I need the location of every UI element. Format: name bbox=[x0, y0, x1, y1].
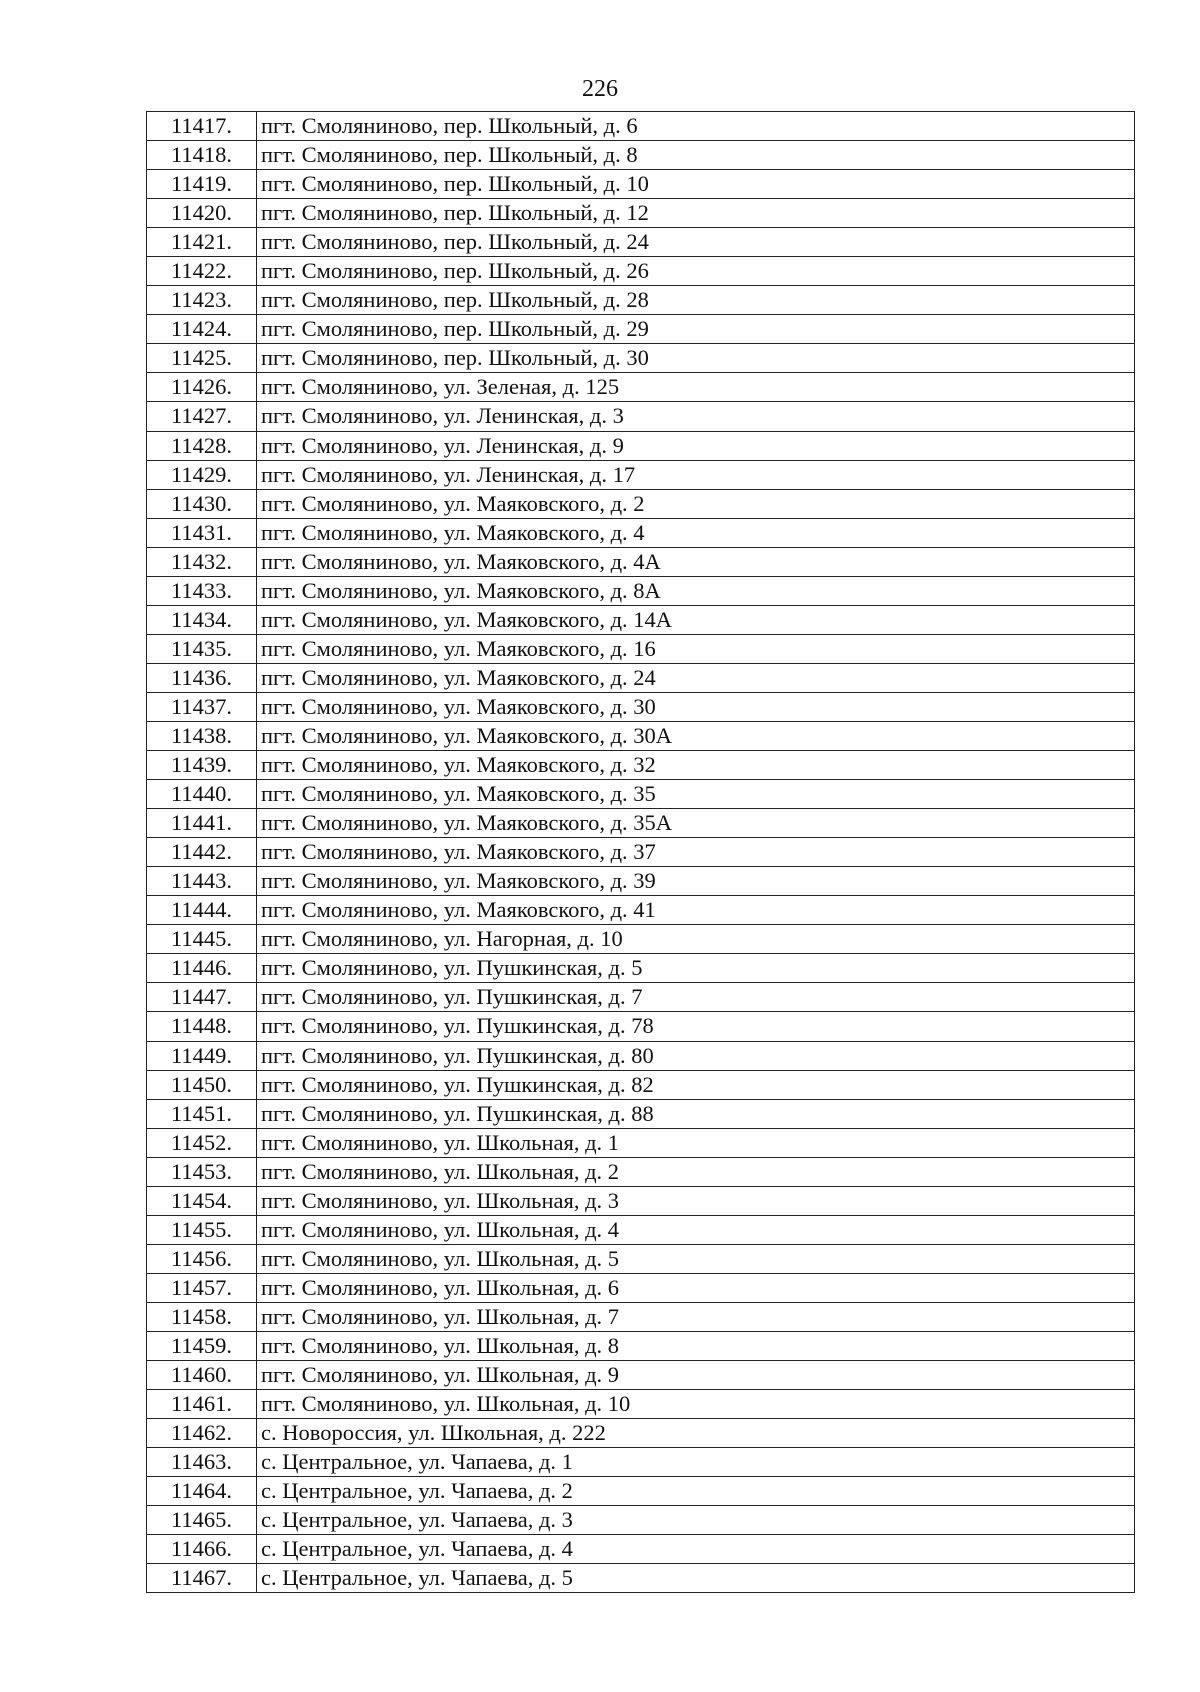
table-row bbox=[147, 1273, 1135, 1302]
table-row bbox=[147, 1215, 1135, 1244]
table-row bbox=[147, 576, 1135, 605]
row-address: пгт. Смоляниново, ул. Пушкинская, д. 88 bbox=[257, 1099, 1135, 1128]
row-address: пгт. Смоляниново, ул. Школьная, д. 6 bbox=[257, 1273, 1135, 1302]
row-address: пгт. Смоляниново, пер. Школьный, д. 8 bbox=[257, 141, 1135, 170]
row-address: пгт. Смоляниново, ул. Пушкинская, д. 82 bbox=[257, 1070, 1135, 1099]
table-row bbox=[147, 1419, 1135, 1448]
row-address: пгт. Смоляниново, ул. Школьная, д. 4 bbox=[257, 1215, 1135, 1244]
table-row bbox=[147, 228, 1135, 257]
row-number: 11435. bbox=[147, 634, 257, 663]
table-row bbox=[147, 1041, 1135, 1070]
row-address: пгт. Смоляниново, ул. Маяковского, д. 8А bbox=[257, 576, 1135, 605]
row-address: пгт. Смоляниново, ул. Маяковского, д. 2 bbox=[257, 489, 1135, 518]
row-address: пгт. Смоляниново, ул. Школьная, д. 3 bbox=[257, 1186, 1135, 1215]
row-number: 11463. bbox=[147, 1448, 257, 1477]
row-address: с. Центральное, ул. Чапаева, д. 3 bbox=[257, 1506, 1135, 1535]
row-number: 11424. bbox=[147, 315, 257, 344]
row-number: 11443. bbox=[147, 867, 257, 896]
row-address: пгт. Смоляниново, ул. Маяковского, д. 30 bbox=[257, 692, 1135, 721]
row-address: пгт. Смоляниново, ул. Маяковского, д. 4 bbox=[257, 518, 1135, 547]
row-address: пгт. Смоляниново, ул. Маяковского, д. 32 bbox=[257, 751, 1135, 780]
row-number: 11449. bbox=[147, 1041, 257, 1070]
row-number: 11425. bbox=[147, 344, 257, 373]
row-address: пгт. Смоляниново, ул. Маяковского, д. 16 bbox=[257, 634, 1135, 663]
row-address: пгт. Смоляниново, ул. Пушкинская, д. 5 bbox=[257, 954, 1135, 983]
table-row bbox=[147, 1302, 1135, 1331]
table-row bbox=[147, 112, 1135, 141]
row-number: 11427. bbox=[147, 402, 257, 431]
row-number: 11457. bbox=[147, 1273, 257, 1302]
row-address: пгт. Смоляниново, ул. Маяковского, д. 4А bbox=[257, 547, 1135, 576]
address-table bbox=[146, 111, 1135, 1593]
row-address: пгт. Смоляниново, ул. Маяковского, д. 35А bbox=[257, 809, 1135, 838]
table-row bbox=[147, 518, 1135, 547]
row-address: пгт. Смоляниново, пер. Школьный, д. 6 bbox=[257, 112, 1135, 141]
row-number: 11462. bbox=[147, 1419, 257, 1448]
row-address: с. Центральное, ул. Чапаева, д. 2 bbox=[257, 1477, 1135, 1506]
table-row bbox=[147, 344, 1135, 373]
table-row bbox=[147, 1448, 1135, 1477]
row-number: 11436. bbox=[147, 663, 257, 692]
row-address: пгт. Смоляниново, ул. Ленинская, д. 17 bbox=[257, 460, 1135, 489]
row-number: 11446. bbox=[147, 954, 257, 983]
page-number: 226 bbox=[582, 76, 618, 102]
row-number: 11428. bbox=[147, 431, 257, 460]
row-number: 11450. bbox=[147, 1070, 257, 1099]
row-address: пгт. Смоляниново, ул. Маяковского, д. 41 bbox=[257, 896, 1135, 925]
row-number: 11444. bbox=[147, 896, 257, 925]
row-address: пгт. Смоляниново, ул. Школьная, д. 7 bbox=[257, 1302, 1135, 1331]
row-number: 11461. bbox=[147, 1390, 257, 1419]
row-address: пгт. Смоляниново, ул. Маяковского, д. 14А bbox=[257, 605, 1135, 634]
row-number: 11438. bbox=[147, 721, 257, 750]
row-number: 11433. bbox=[147, 576, 257, 605]
table-row bbox=[147, 286, 1135, 315]
row-number: 11422. bbox=[147, 257, 257, 286]
table-row bbox=[147, 867, 1135, 896]
table-row bbox=[147, 751, 1135, 780]
table-row bbox=[147, 780, 1135, 809]
table-row bbox=[147, 1331, 1135, 1360]
row-number: 11434. bbox=[147, 605, 257, 634]
row-number: 11451. bbox=[147, 1099, 257, 1128]
row-address: пгт. Смоляниново, пер. Школьный, д. 24 bbox=[257, 228, 1135, 257]
row-address: пгт. Смоляниново, пер. Школьный, д. 30 bbox=[257, 344, 1135, 373]
table-row bbox=[147, 896, 1135, 925]
row-number: 11448. bbox=[147, 1012, 257, 1041]
row-number: 11460. bbox=[147, 1361, 257, 1390]
row-address: с. Центральное, ул. Чапаева, д. 5 bbox=[257, 1564, 1135, 1593]
table-row bbox=[147, 692, 1135, 721]
row-address: пгт. Смоляниново, ул. Зеленая, д. 125 bbox=[257, 373, 1135, 402]
row-number: 11420. bbox=[147, 199, 257, 228]
table-row bbox=[147, 1390, 1135, 1419]
row-address: пгт. Смоляниново, ул. Пушкинская, д. 7 bbox=[257, 983, 1135, 1012]
row-number: 11465. bbox=[147, 1506, 257, 1535]
row-address: пгт. Смоляниново, ул. Ленинская, д. 3 bbox=[257, 402, 1135, 431]
row-number: 11456. bbox=[147, 1244, 257, 1273]
table-row bbox=[147, 1012, 1135, 1041]
row-address: пгт. Смоляниново, пер. Школьный, д. 28 bbox=[257, 286, 1135, 315]
row-number: 11452. bbox=[147, 1128, 257, 1157]
row-number: 11442. bbox=[147, 838, 257, 867]
row-number: 11429. bbox=[147, 460, 257, 489]
row-number: 11439. bbox=[147, 751, 257, 780]
row-number: 11418. bbox=[147, 141, 257, 170]
table-row bbox=[147, 547, 1135, 576]
row-number: 11458. bbox=[147, 1302, 257, 1331]
table-row bbox=[147, 605, 1135, 634]
row-number: 11464. bbox=[147, 1477, 257, 1506]
row-address: пгт. Смоляниново, ул. Школьная, д. 9 bbox=[257, 1361, 1135, 1390]
table-row bbox=[147, 199, 1135, 228]
table-row bbox=[147, 402, 1135, 431]
table-row bbox=[147, 489, 1135, 518]
table-row bbox=[147, 1506, 1135, 1535]
row-address: пгт. Смоляниново, ул. Нагорная, д. 10 bbox=[257, 925, 1135, 954]
row-address: с. Новороссия, ул. Школьная, д. 222 bbox=[257, 1419, 1135, 1448]
row-address: пгт. Смоляниново, пер. Школьный, д. 29 bbox=[257, 315, 1135, 344]
table-row bbox=[147, 1157, 1135, 1186]
table-row bbox=[147, 1099, 1135, 1128]
row-number: 11467. bbox=[147, 1564, 257, 1593]
row-number: 11459. bbox=[147, 1331, 257, 1360]
table-row bbox=[147, 1535, 1135, 1564]
row-number: 11430. bbox=[147, 489, 257, 518]
row-address: пгт. Смоляниново, ул. Школьная, д. 8 bbox=[257, 1331, 1135, 1360]
row-address: пгт. Смоляниново, пер. Школьный, д. 10 bbox=[257, 170, 1135, 199]
row-address: пгт. Смоляниново, ул. Школьная, д. 1 bbox=[257, 1128, 1135, 1157]
table-row bbox=[147, 257, 1135, 286]
row-address: с. Центральное, ул. Чапаева, д. 4 bbox=[257, 1535, 1135, 1564]
table-row bbox=[147, 1477, 1135, 1506]
row-number: 11453. bbox=[147, 1157, 257, 1186]
table-row bbox=[147, 431, 1135, 460]
table-row bbox=[147, 983, 1135, 1012]
row-address: пгт. Смоляниново, пер. Школьный, д. 26 bbox=[257, 257, 1135, 286]
table-row bbox=[147, 1128, 1135, 1157]
row-address: пгт. Смоляниново, ул. Маяковского, д. 30А bbox=[257, 721, 1135, 750]
row-address: с. Центральное, ул. Чапаева, д. 1 bbox=[257, 1448, 1135, 1477]
row-number: 11454. bbox=[147, 1186, 257, 1215]
table-row bbox=[147, 1361, 1135, 1390]
row-number: 11431. bbox=[147, 518, 257, 547]
table-row bbox=[147, 1244, 1135, 1273]
table-row bbox=[147, 721, 1135, 750]
table-row bbox=[147, 663, 1135, 692]
table-row bbox=[147, 954, 1135, 983]
row-address: пгт. Смоляниново, пер. Школьный, д. 12 bbox=[257, 199, 1135, 228]
row-address: пгт. Смоляниново, ул. Маяковского, д. 39 bbox=[257, 867, 1135, 896]
row-number: 11421. bbox=[147, 228, 257, 257]
table-row bbox=[147, 170, 1135, 199]
table-row bbox=[147, 925, 1135, 954]
address-table-body bbox=[147, 112, 1135, 1593]
table-row bbox=[147, 373, 1135, 402]
row-number: 11423. bbox=[147, 286, 257, 315]
table-row bbox=[147, 141, 1135, 170]
row-number: 11417. bbox=[147, 112, 257, 141]
row-address: пгт. Смоляниново, ул. Маяковского, д. 37 bbox=[257, 838, 1135, 867]
row-address: пгт. Смоляниново, ул. Пушкинская, д. 80 bbox=[257, 1041, 1135, 1070]
row-address: пгт. Смоляниново, ул. Школьная, д. 5 bbox=[257, 1244, 1135, 1273]
table-row bbox=[147, 634, 1135, 663]
table-row bbox=[147, 838, 1135, 867]
table-row bbox=[147, 315, 1135, 344]
row-number: 11441. bbox=[147, 809, 257, 838]
table-row bbox=[147, 1070, 1135, 1099]
row-number: 11466. bbox=[147, 1535, 257, 1564]
table-row bbox=[147, 1186, 1135, 1215]
row-number: 11440. bbox=[147, 780, 257, 809]
row-number: 11447. bbox=[147, 983, 257, 1012]
table-row bbox=[147, 1564, 1135, 1593]
table-row bbox=[147, 460, 1135, 489]
row-address: пгт. Смоляниново, ул. Маяковского, д. 24 bbox=[257, 663, 1135, 692]
row-address: пгт. Смоляниново, ул. Школьная, д. 10 bbox=[257, 1390, 1135, 1419]
row-address: пгт. Смоляниново, ул. Маяковского, д. 35 bbox=[257, 780, 1135, 809]
table-row bbox=[147, 809, 1135, 838]
row-address: пгт. Смоляниново, ул. Ленинская, д. 9 bbox=[257, 431, 1135, 460]
row-address: пгт. Смоляниново, ул. Пушкинская, д. 78 bbox=[257, 1012, 1135, 1041]
row-number: 11419. bbox=[147, 170, 257, 199]
row-address: пгт. Смоляниново, ул. Школьная, д. 2 bbox=[257, 1157, 1135, 1186]
row-number: 11432. bbox=[147, 547, 257, 576]
row-number: 11445. bbox=[147, 925, 257, 954]
row-number: 11455. bbox=[147, 1215, 257, 1244]
row-number: 11426. bbox=[147, 373, 257, 402]
row-number: 11437. bbox=[147, 692, 257, 721]
